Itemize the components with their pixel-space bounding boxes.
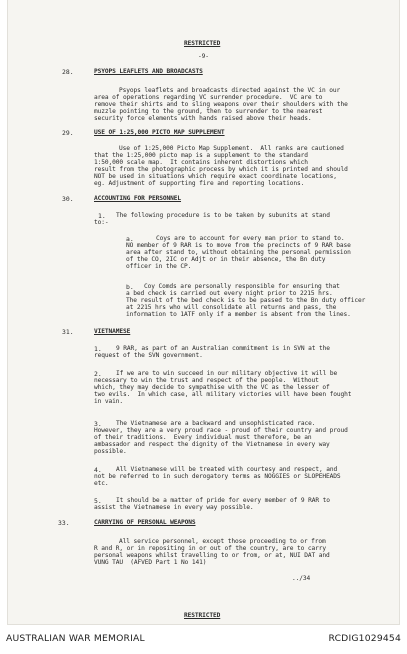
section-30-a-line-4: of the CO, 2IC or Adjt or in their absence, the Bn duty xyxy=(126,256,326,263)
document-page xyxy=(8,0,399,624)
section-28-line-4: muzzle pointing to the ground, then to surrender to the nearest xyxy=(94,108,323,115)
section-31-para-3-line-5: possible. xyxy=(94,448,127,455)
section-31-para-1-line-2: request of the SVN government. xyxy=(94,352,203,359)
section-33-line-2: R and R, or in repositing in or out of the country, are to carry xyxy=(94,545,327,552)
section-31-para-2-line-1: If we are to win succeed in our military objective it will be xyxy=(116,370,338,377)
watermark-bar xyxy=(0,626,407,654)
section-30-item-b-label: b. xyxy=(126,283,134,291)
section-30-b-line-1: Coy Comds are personally responsible for ensuring that xyxy=(144,283,340,290)
section-28-line-2: area of operations regarding VC surrender procedure. VC are to xyxy=(94,94,323,101)
section-29-line-5: NOT be used in situations which require exact coordinate locations, xyxy=(94,173,337,180)
section-29-title: USE OF 1:25,000 PICTO MAP SUPPLEMENT xyxy=(94,129,225,136)
section-30-a-line-5: officer in the CP. xyxy=(126,263,192,270)
section-31-para-3-line-4: ambassador and respect the dignity of the Vietnamese in every way xyxy=(94,441,330,448)
section-28-line-5: security force elements with hands raised above their heads. xyxy=(94,115,312,122)
continuation-marker: ../34 xyxy=(292,575,311,582)
section-28-number: 28. xyxy=(62,68,74,76)
section-31-para-4-number: 4. xyxy=(94,466,102,474)
section-31-para-2-line-2: necessary to win the trust and respect of the people. Without xyxy=(94,377,319,384)
section-31-para-1-line-1: 9 RAR, as part of an Australian commitment is in SVN at the xyxy=(116,345,330,352)
page-number: -9- xyxy=(198,53,209,60)
section-30-a-line-3: area after stand to, without obtaining the personal permission xyxy=(126,249,351,256)
section-31-para-5-number: 5. xyxy=(94,497,102,505)
section-28-line-3: remove their shirts and to sling weapons over their shoulders with the xyxy=(94,101,348,108)
section-31-para-4-line-3: etc. xyxy=(94,480,109,487)
section-31-title: VIETNAMESE xyxy=(94,328,131,335)
section-30-para-1-line-2: to:- xyxy=(94,219,109,226)
section-29-line-2: that the 1:25,000 picto map is a supplement to the standard xyxy=(94,152,308,159)
section-29-line-6: eg. Adjustment of supporting fire and reporting locations. xyxy=(94,180,305,187)
section-31-para-3-line-3: of their traditions. Every individual must therefore, be an xyxy=(94,434,312,441)
section-33-title: CARRYING OF PERSONAL WEAPONS xyxy=(94,519,196,526)
section-29-line-4: result from the photographic process by which it is printed and should xyxy=(94,166,348,173)
section-31-para-5-line-1: It should be a matter of pride for every member of 9 RAR to xyxy=(116,497,330,504)
section-30-a-line-1: Coys are to account for every man prior to stand to. xyxy=(156,235,345,242)
section-28-line-1: Psyops leaflets and broadcasts directed against the VC in our xyxy=(119,87,341,94)
watermark-right: RCDIG1029454 xyxy=(328,633,401,644)
section-33-line-3: personal weapons whilst travelling to or from, or at, NUI DAT and xyxy=(94,552,330,559)
section-31-para-3-line-2: However, they are a very proud race - proud of their country and proud xyxy=(94,427,348,434)
section-30-title: ACCOUNTING FOR PERSONNEL xyxy=(94,195,182,202)
section-31-para-2-line-3: which, they may decide to sympathise with the VC as the lesser of xyxy=(94,384,330,391)
section-30-a-line-2: NO member of 9 RAR is to move from the precincts of 9 RAR base xyxy=(126,242,351,249)
section-30-para-1-line-1: The following procedure is to be taken by subunits at stand xyxy=(116,212,330,219)
classification-footer: RESTRICTED xyxy=(184,612,221,619)
section-31-para-4-line-1: All Vietnamese will be treated with courtesy and respect, and xyxy=(116,466,338,473)
section-33-number: 33. xyxy=(58,519,70,527)
section-28-title: PSYOPS LEAFLETS AND BROADCASTS xyxy=(94,68,203,75)
section-30-number: 30. xyxy=(62,195,74,203)
section-31-number: 31. xyxy=(62,328,74,336)
section-29-line-3: 1:50,000 scale map. It contains inherent distortions which xyxy=(94,159,308,166)
section-30-para-1-number: 1. xyxy=(98,212,106,220)
section-31-para-2-line-5: in vain. xyxy=(94,398,124,405)
section-31-para-4-line-2: not be referred to in such derogatory terms as NOGGIES or SLOPEHEADS xyxy=(94,473,341,480)
section-33-line-4: VUNG TAU (AFVED Part 1 No 141) xyxy=(94,559,207,566)
section-31-para-3-line-1: The Vietnamese are a backward and unsophisticated race. xyxy=(116,420,316,427)
section-30-b-line-5: information to 1ATF only if a member is absent from the lines. xyxy=(126,311,351,318)
section-31-para-3-number: 3. xyxy=(94,420,102,428)
watermark-left: AUSTRALIAN WAR MEMORIAL xyxy=(6,633,145,644)
section-30-item-a-label: a. xyxy=(126,235,134,243)
section-30-b-line-3: The result of the bed check is to be passed to the Bn duty officer xyxy=(126,297,366,304)
classification-header: RESTRICTED xyxy=(184,40,221,47)
section-33-line-1: All service personnel, except those proceeding to or from xyxy=(119,538,326,545)
section-31-para-2-line-4: two evils. In which case, all military victories will have been fought xyxy=(94,391,352,398)
section-30-b-line-4: at 2215 hrs who will consolidate all returns and pass, the xyxy=(126,304,337,311)
section-31-para-2-number: 2. xyxy=(94,370,102,378)
section-30-b-line-2: a bed check is carried out every night prior to 2215 hrs. xyxy=(126,290,333,297)
section-29-number: 29. xyxy=(62,129,74,137)
section-31-para-1-number: 1. xyxy=(94,345,102,353)
section-29-line-1: Use of 1:25,000 Picto Map Supplement. All ranks are cautioned xyxy=(119,145,344,152)
section-31-para-5-line-2: assist the Vietnamese in every way possible. xyxy=(94,504,254,511)
